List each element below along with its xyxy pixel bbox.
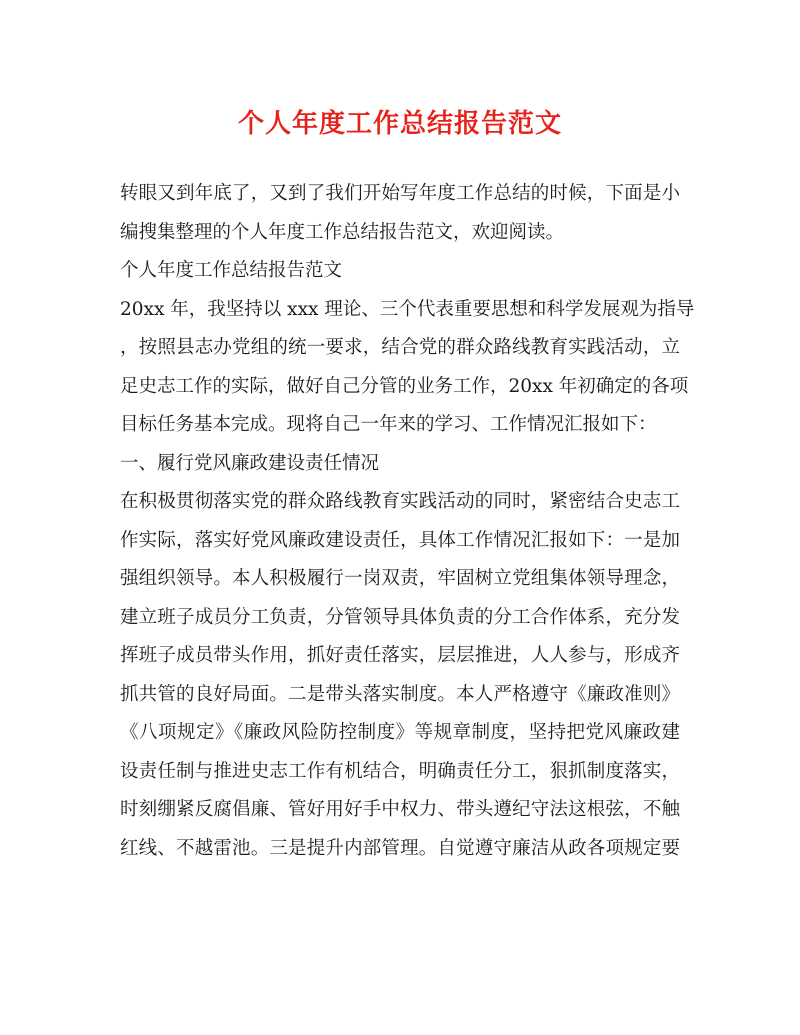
body-line: 在积极贯彻落实党的群众路线教育实践活动的同时，紧密结合史志工 xyxy=(120,491,680,512)
document-body xyxy=(120,175,695,868)
body-line: 设责任制与推进史志工作有机结合，明确责任分工，狠抓制度落实， xyxy=(120,760,680,782)
body-line: 时刻绷紧反腐倡廉、管好用好手中权力、带头遵纪守法这根弦，不触 xyxy=(120,799,680,820)
body-line: 红线、不越雷池。三是提升内部管理。自觉遵守廉洁从政各项规定要 xyxy=(120,837,680,859)
body-line: 20xx 年，我坚持以 xxx 理论、三个代表重要思想和科学发展观为指导 xyxy=(120,298,695,320)
body-line: 作实际，落实好党风廉政建设责任，具体工作情况汇报如下：一是加 xyxy=(120,529,680,551)
body-line: 强组织领导。本人积极履行一岗双责，牢固树立党组集体领导理念， xyxy=(120,568,680,589)
body-line: 《八项规定》《廉政风险防控制度》等规章制度，坚持把党风廉政建 xyxy=(120,722,680,743)
body-line: 编搜集整理的个人年度工作总结报告范文，欢迎阅读。 xyxy=(120,221,565,243)
body-line: 足史志工作的实际，做好自己分管的业务工作，20xx 年初确定的各项 xyxy=(120,375,689,397)
body-line: 转眼又到年底了，又到了我们开始写年度工作总结的时候，下面是小 xyxy=(120,183,680,204)
body-line: ，按照县志办党组的统一要求，结合党的群众路线教育实践活动，立 xyxy=(120,337,680,358)
body-line: 抓共管的良好局面。二是带头落实制度。本人严格遵守《廉政准则》 xyxy=(120,683,680,705)
section-heading: 个人年度工作总结报告范文 xyxy=(120,260,343,281)
document-title: 个人年度工作总结报告范文 xyxy=(237,109,562,139)
body-line: 挥班子成员带头作用，抓好责任落实，层层推进，人人参与，形成齐 xyxy=(120,645,680,666)
body-line: 建立班子成员分工负责，分管领导具体负责的分工合作体系，充分发 xyxy=(120,606,680,628)
body-line: 目标任务基本完成。现将自己一年来的学习、工作情况汇报如下： xyxy=(120,414,657,435)
section-heading: 一、履行党风廉政建设责任情况 xyxy=(120,452,380,474)
